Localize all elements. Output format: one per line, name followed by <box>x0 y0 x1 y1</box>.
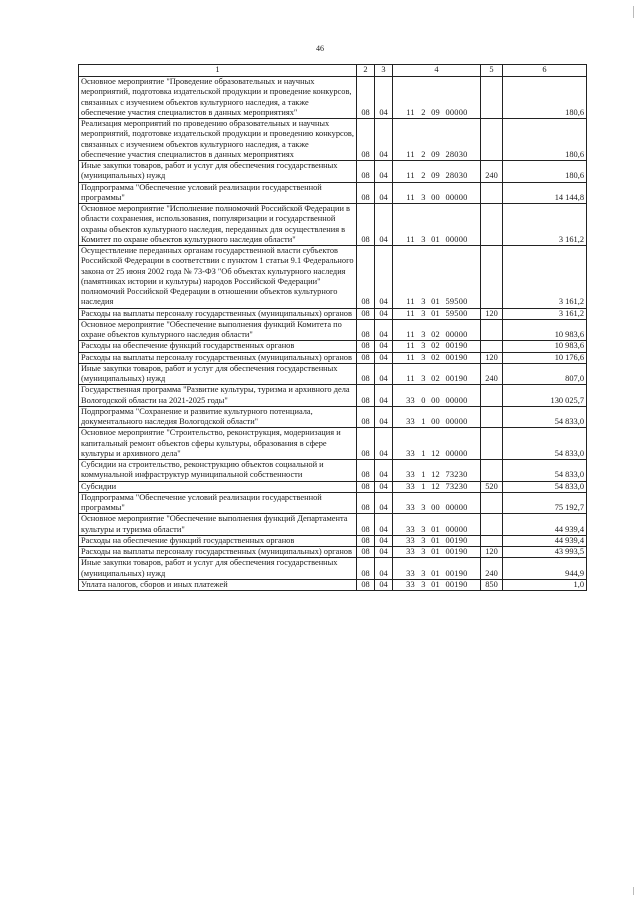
row-name: Иные закупки товаров, работ и услуг для обеспечения государственных (муниципальных) нужд <box>79 161 357 183</box>
page-number: 46 <box>316 44 324 53</box>
row-target-article <box>393 460 481 482</box>
row-expense-type <box>481 535 503 546</box>
row-subsection: 04 <box>375 428 393 460</box>
header-col-prz: 3 <box>375 65 393 77</box>
row-expense-type <box>481 119 503 161</box>
kcsr-event: 01 <box>431 297 440 307</box>
row-expense-type <box>481 319 503 341</box>
kcsr-program: 33 <box>406 547 415 556</box>
row-amount: 75 192,7 <box>503 492 587 514</box>
row-section: 08 <box>357 204 375 246</box>
row-target-article <box>393 481 481 492</box>
table-row <box>79 119 587 161</box>
kcsr-program: 33 <box>406 417 415 426</box>
row-target-article <box>393 535 481 546</box>
kcsr-subprogram: 3 <box>421 192 426 202</box>
row-target-article <box>393 514 481 536</box>
row-expense-type <box>481 77 503 119</box>
row-name: Подпрограмма "Обеспечение условий реализации государственной программы" <box>79 492 357 514</box>
row-target-article <box>393 547 481 558</box>
row-subsection: 04 <box>375 579 393 590</box>
row-target-article <box>393 182 481 204</box>
row-target-article <box>393 558 481 580</box>
row-section: 08 <box>357 161 375 183</box>
row-subsection: 04 <box>375 492 393 514</box>
row-subsection: 04 <box>375 204 393 246</box>
row-section: 08 <box>357 385 375 407</box>
row-section: 08 <box>357 460 375 482</box>
row-expense-type: 120 <box>481 547 503 558</box>
kcsr-direction: 00000 <box>445 417 468 426</box>
row-section: 08 <box>357 352 375 363</box>
row-amount: 43 993,5 <box>503 547 587 558</box>
row-name: Осуществление переданных органам государственной власти субъектов Российской Федерации в соответствии с пунктом 1 статьи 9.1 Федерального закона от 25 июня 2002 года № 73-ФЗ "Об объектах культурного наследия (памятниках истории и культуры) народов Российской Федерации" полномочий Российской Федерации в отношении объектов культурного наследия <box>79 246 357 309</box>
kcsr-program: 11 <box>406 297 415 307</box>
kcsr-event: 02 <box>431 374 440 383</box>
header-col-vr: 5 <box>481 65 503 77</box>
row-expense-type: 120 <box>481 352 503 363</box>
kcsr-program: 33 <box>406 579 415 589</box>
header-col-sum: 6 <box>503 65 587 77</box>
row-name: Субсидии <box>79 481 357 492</box>
kcsr-event: 01 <box>431 579 440 589</box>
kcsr-event: 12 <box>431 448 440 458</box>
row-subsection: 04 <box>375 406 393 428</box>
row-name: Подпрограмма "Сохранение и развитие культурного потенциала, документального наследия Вологодской области" <box>79 406 357 428</box>
table-row <box>79 481 587 492</box>
row-section: 08 <box>357 406 375 428</box>
row-amount: 130 025,7 <box>503 385 587 407</box>
row-amount: 10 983,6 <box>503 319 587 341</box>
row-subsection: 04 <box>375 319 393 341</box>
row-amount: 54 833,0 <box>503 460 587 482</box>
table-row <box>79 579 587 590</box>
row-target-article <box>393 385 481 407</box>
row-name: Государственная программа "Развитие культуры, туризма и архивного дела Вологодской области на 2021-2025 годы" <box>79 385 357 407</box>
row-expense-type <box>481 428 503 460</box>
row-name: Основное мероприятие "Исполнение полномочий Российской Федерации в области сохранения, использования, популяризации и государственной охраны объектов культурного наследия, переданных для осуществления в Комитет по охране объектов культурного наследия области" <box>79 204 357 246</box>
kcsr-program: 33 <box>406 395 415 405</box>
row-expense-type <box>481 460 503 482</box>
kcsr-direction: 28030 <box>445 149 468 159</box>
kcsr-direction: 00190 <box>445 568 468 578</box>
row-section: 08 <box>357 246 375 309</box>
kcsr-direction: 00190 <box>445 579 468 589</box>
table-row <box>79 514 587 536</box>
row-target-article <box>393 77 481 119</box>
row-section: 08 <box>357 535 375 546</box>
row-expense-type: 850 <box>481 579 503 590</box>
kcsr-subprogram: 3 <box>421 330 426 339</box>
table-row <box>79 352 587 363</box>
row-target-article <box>393 406 481 428</box>
row-name: Расходы на выплаты персоналу государственных (муниципальных) органов <box>79 547 357 558</box>
row-amount: 944,9 <box>503 558 587 580</box>
row-subsection: 04 <box>375 341 393 352</box>
kcsr-direction: 00190 <box>445 374 468 383</box>
row-target-article <box>393 341 481 352</box>
kcsr-subprogram: 1 <box>421 448 426 458</box>
row-section: 08 <box>357 119 375 161</box>
kcsr-program: 11 <box>406 107 415 117</box>
row-subsection: 04 <box>375 535 393 546</box>
kcsr-event: 09 <box>431 149 440 159</box>
table-row <box>79 460 587 482</box>
row-section: 08 <box>357 428 375 460</box>
kcsr-event: 02 <box>431 341 440 351</box>
row-expense-type <box>481 406 503 428</box>
row-amount: 54 833,0 <box>503 406 587 428</box>
row-name: Расходы на обеспечение функций государственных органов <box>79 535 357 546</box>
kcsr-subprogram: 1 <box>421 481 426 491</box>
row-expense-type <box>481 514 503 536</box>
row-name: Расходы на выплаты персоналу государственных (муниципальных) органов <box>79 308 357 319</box>
kcsr-subprogram: 3 <box>421 234 426 244</box>
row-amount: 180,6 <box>503 77 587 119</box>
row-name: Реализация мероприятий по проведению образовательных и научных мероприятий, подготовке издательской продукции и проведению конкурсов, связанных с изучением объектов культурного наследия, а также обеспечение участия специалистов в данных мероприятиях <box>79 119 357 161</box>
kcsr-subprogram: 3 <box>421 341 426 351</box>
kcsr-subprogram: 3 <box>421 568 426 578</box>
scan-edge-mark-bottom <box>633 887 634 895</box>
row-amount: 54 833,0 <box>503 428 587 460</box>
kcsr-program: 33 <box>406 470 415 480</box>
row-name: Субсидии на строительство, реконструкцию объектов социальной и коммунальной инфраструктур муниципальной собственности <box>79 460 357 482</box>
table-row <box>79 77 587 119</box>
row-subsection: 04 <box>375 385 393 407</box>
table-row <box>79 341 587 352</box>
table-row <box>79 319 587 341</box>
row-amount: 54 833,0 <box>503 481 587 492</box>
kcsr-event: 02 <box>431 330 440 339</box>
kcsr-event: 01 <box>431 234 440 244</box>
kcsr-event: 01 <box>431 524 440 534</box>
row-target-article <box>393 352 481 363</box>
kcsr-program: 11 <box>406 308 415 318</box>
kcsr-direction: 00000 <box>445 503 468 512</box>
table-row <box>79 535 587 546</box>
kcsr-subprogram: 2 <box>421 171 426 181</box>
kcsr-event: 09 <box>431 107 440 117</box>
kcsr-program: 11 <box>406 352 415 362</box>
row-subsection: 04 <box>375 558 393 580</box>
table-row <box>79 363 587 385</box>
kcsr-direction: 00000 <box>445 330 468 339</box>
kcsr-direction: 73230 <box>445 470 468 480</box>
kcsr-program: 33 <box>406 524 415 534</box>
row-subsection: 04 <box>375 514 393 536</box>
kcsr-program: 11 <box>406 341 415 351</box>
row-section: 08 <box>357 319 375 341</box>
row-expense-type: 240 <box>481 558 503 580</box>
kcsr-program: 11 <box>406 330 415 339</box>
row-name: Основное мероприятие "Проведение образовательных и научных мероприятий, подготовка издательской продукции и проведение конкурсов, связанных с изучением объектов культурного наследия, а также обеспечение участия специалистов в данных мероприятиях" <box>79 77 357 119</box>
row-target-article <box>393 428 481 460</box>
row-target-article <box>393 579 481 590</box>
kcsr-event: 09 <box>431 171 440 181</box>
row-expense-type <box>481 385 503 407</box>
table-row <box>79 182 587 204</box>
row-subsection: 04 <box>375 119 393 161</box>
row-name: Уплата налогов, сборов и иных платежей <box>79 579 357 590</box>
header-col-rz: 2 <box>357 65 375 77</box>
row-name: Основное мероприятие "Строительство, реконструкция, модернизация и капитальный ремонт объектов сферы культуры, образования в сфере культуры и архивного дела" <box>79 428 357 460</box>
kcsr-subprogram: 1 <box>421 417 426 426</box>
row-amount: 180,6 <box>503 161 587 183</box>
row-name: Иные закупки товаров, работ и услуг для обеспечения государственных (муниципальных) нужд <box>79 363 357 385</box>
kcsr-program: 11 <box>406 149 415 159</box>
kcsr-event: 00 <box>431 503 440 512</box>
table-row <box>79 204 587 246</box>
kcsr-subprogram: 0 <box>421 395 426 405</box>
table-body <box>79 77 587 591</box>
row-expense-type <box>481 204 503 246</box>
kcsr-direction: 00000 <box>445 448 468 458</box>
row-amount: 807,0 <box>503 363 587 385</box>
row-section: 08 <box>357 77 375 119</box>
kcsr-event: 01 <box>431 535 440 545</box>
row-amount: 10 983,6 <box>503 341 587 352</box>
row-target-article <box>393 492 481 514</box>
kcsr-subprogram: 3 <box>421 524 426 534</box>
kcsr-subprogram: 2 <box>421 107 426 117</box>
row-amount: 14 144,8 <box>503 182 587 204</box>
kcsr-subprogram: 3 <box>421 503 426 512</box>
kcsr-program: 11 <box>406 171 415 181</box>
row-expense-type <box>481 492 503 514</box>
row-subsection: 04 <box>375 77 393 119</box>
kcsr-subprogram: 3 <box>421 535 426 545</box>
row-section: 08 <box>357 363 375 385</box>
row-expense-type <box>481 182 503 204</box>
kcsr-event: 01 <box>431 308 440 318</box>
table-row <box>79 385 587 407</box>
row-amount: 3 161,2 <box>503 308 587 319</box>
row-subsection: 04 <box>375 460 393 482</box>
row-subsection: 04 <box>375 308 393 319</box>
row-name: Иные закупки товаров, работ и услуг для обеспечения государственных (муниципальных) нужд <box>79 558 357 580</box>
kcsr-direction: 28030 <box>445 171 468 181</box>
kcsr-program: 33 <box>406 481 415 491</box>
table-row <box>79 161 587 183</box>
kcsr-direction: 00000 <box>445 192 468 202</box>
row-amount: 1,0 <box>503 579 587 590</box>
kcsr-direction: 59500 <box>445 308 468 318</box>
kcsr-program: 11 <box>406 234 415 244</box>
row-section: 08 <box>357 341 375 352</box>
row-section: 08 <box>357 308 375 319</box>
table-row <box>79 428 587 460</box>
row-amount: 44 939,4 <box>503 535 587 546</box>
row-name: Основное мероприятие "Обеспечение выполнения функций Департамента культуры и туризма области" <box>79 514 357 536</box>
table-row <box>79 308 587 319</box>
row-section: 08 <box>357 481 375 492</box>
row-name: Расходы на выплаты персоналу государственных (муниципальных) органов <box>79 352 357 363</box>
row-target-article <box>393 246 481 309</box>
kcsr-program: 33 <box>406 503 415 512</box>
table-row <box>79 406 587 428</box>
row-section: 08 <box>357 182 375 204</box>
row-subsection: 04 <box>375 481 393 492</box>
row-subsection: 04 <box>375 246 393 309</box>
row-name: Расходы на обеспечение функций государственных органов <box>79 341 357 352</box>
kcsr-direction: 00190 <box>445 341 468 351</box>
table-row <box>79 492 587 514</box>
kcsr-subprogram: 3 <box>421 579 426 589</box>
row-section: 08 <box>357 492 375 514</box>
row-section: 08 <box>357 547 375 558</box>
budget-table <box>78 64 587 591</box>
kcsr-subprogram: 3 <box>421 352 426 362</box>
kcsr-event: 00 <box>431 192 440 202</box>
kcsr-direction: 00000 <box>445 524 468 534</box>
row-section: 08 <box>357 558 375 580</box>
row-subsection: 04 <box>375 547 393 558</box>
kcsr-event: 12 <box>431 470 440 480</box>
row-amount: 180,6 <box>503 119 587 161</box>
kcsr-direction: 00190 <box>445 547 468 556</box>
kcsr-subprogram: 3 <box>421 297 426 307</box>
row-section: 08 <box>357 579 375 590</box>
kcsr-program: 33 <box>406 535 415 545</box>
kcsr-event: 00 <box>431 417 440 426</box>
kcsr-program: 11 <box>406 192 415 202</box>
row-amount: 44 939,4 <box>503 514 587 536</box>
row-target-article <box>393 363 481 385</box>
kcsr-direction: 00000 <box>445 107 468 117</box>
header-col-kcsr: 4 <box>393 65 481 77</box>
kcsr-subprogram: 1 <box>421 470 426 480</box>
kcsr-event: 00 <box>431 395 440 405</box>
header-col-name: 1 <box>79 65 357 77</box>
kcsr-program: 33 <box>406 568 415 578</box>
row-expense-type: 120 <box>481 308 503 319</box>
kcsr-direction: 00000 <box>445 395 468 405</box>
row-section: 08 <box>357 514 375 536</box>
row-expense-type: 240 <box>481 363 503 385</box>
kcsr-direction: 73230 <box>445 481 468 491</box>
row-target-article <box>393 308 481 319</box>
kcsr-event: 12 <box>431 481 440 491</box>
kcsr-subprogram: 3 <box>421 308 426 318</box>
row-subsection: 04 <box>375 161 393 183</box>
table-row <box>79 246 587 309</box>
header-row <box>79 65 587 77</box>
row-target-article <box>393 119 481 161</box>
scan-edge-mark-top <box>633 6 634 18</box>
kcsr-direction: 00190 <box>445 352 468 362</box>
table-row <box>79 547 587 558</box>
row-amount: 10 176,6 <box>503 352 587 363</box>
row-target-article <box>393 204 481 246</box>
kcsr-direction: 59500 <box>445 297 468 307</box>
kcsr-event: 02 <box>431 352 440 362</box>
row-subsection: 04 <box>375 363 393 385</box>
kcsr-program: 33 <box>406 448 415 458</box>
row-expense-type: 520 <box>481 481 503 492</box>
row-name: Подпрограмма "Обеспечение условий реализации государственной программы" <box>79 182 357 204</box>
kcsr-direction: 00000 <box>445 234 468 244</box>
kcsr-event: 01 <box>431 568 440 578</box>
row-target-article <box>393 319 481 341</box>
kcsr-subprogram: 2 <box>421 149 426 159</box>
kcsr-event: 01 <box>431 547 440 556</box>
row-name: Основное мероприятие "Обеспечение выполнения функций Комитета по охране объектов культурного наследия области" <box>79 319 357 341</box>
row-target-article <box>393 161 481 183</box>
row-amount: 3 161,2 <box>503 204 587 246</box>
kcsr-subprogram: 3 <box>421 547 426 556</box>
kcsr-program: 11 <box>406 374 415 383</box>
row-amount: 3 161,2 <box>503 246 587 309</box>
kcsr-direction: 00190 <box>445 535 468 545</box>
row-subsection: 04 <box>375 352 393 363</box>
kcsr-subprogram: 3 <box>421 374 426 383</box>
row-expense-type: 240 <box>481 161 503 183</box>
row-expense-type <box>481 341 503 352</box>
row-expense-type <box>481 246 503 309</box>
row-subsection: 04 <box>375 182 393 204</box>
table-row <box>79 558 587 580</box>
